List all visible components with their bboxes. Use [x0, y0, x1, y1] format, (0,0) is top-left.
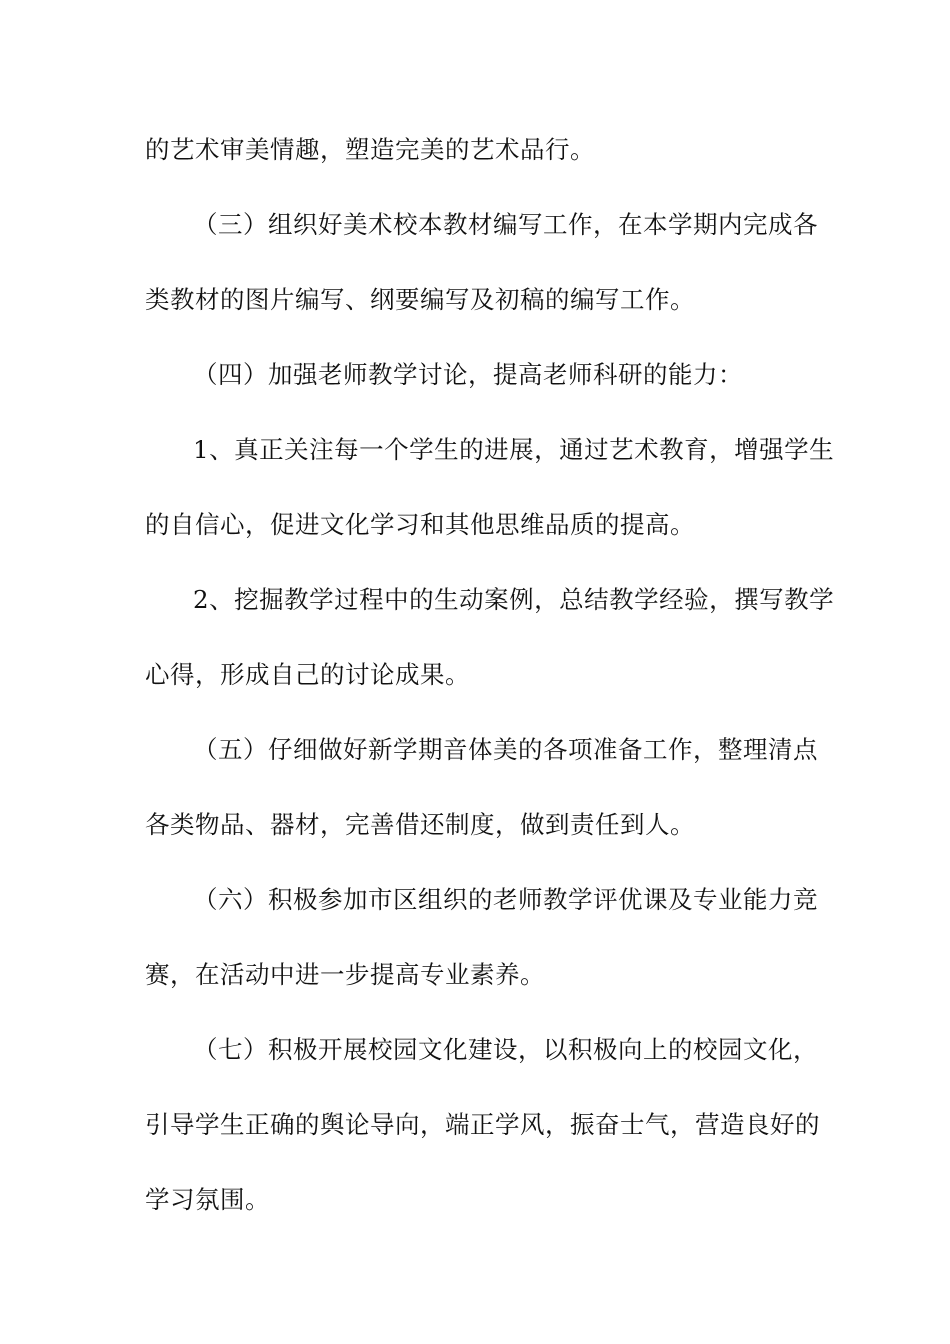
section-heading-four: （四）加强老师教学讨论，提高老师科研的能力：: [193, 360, 743, 389]
text-line: 各类物品、器材，完善借还制度，做到责任到人。: [145, 810, 695, 839]
section-heading-five: （五）仔细做好新学期音体美的各项准备工作，整理清点: [193, 735, 818, 764]
text-line: 的自信心，促进文化学习和其他思维品质的提高。: [145, 510, 695, 539]
list-item-one: 1、真正关注每一个学生的进展，通过艺术教育，增强学生: [193, 435, 835, 464]
text-line: 的艺术审美情趣，塑造完美的艺术品行。: [145, 135, 595, 164]
list-item-two: 2、挖掘教学过程中的生动案例，总结教学经验，撰写教学: [193, 585, 835, 614]
text-line: 引导学生正确的舆论导向，端正学风，振奋士气，营造良好的: [145, 1110, 820, 1139]
text-line: 心得，形成自己的讨论成果。: [145, 660, 470, 689]
section-heading-three: （三）组织好美术校本教材编写工作，在本学期内完成各: [193, 210, 818, 239]
section-heading-six: （六）积极参加市区组织的老师教学评优课及专业能力竞: [193, 885, 818, 914]
text-line: 类教材的图片编写、纲要编写及初稿的编写工作。: [145, 285, 695, 314]
section-heading-seven: （七）积极开展校园文化建设，以积极向上的校园文化，: [193, 1035, 818, 1064]
text-line: 学习氛围。: [145, 1185, 270, 1214]
text-line: 赛，在活动中进一步提高专业素养。: [145, 960, 545, 989]
